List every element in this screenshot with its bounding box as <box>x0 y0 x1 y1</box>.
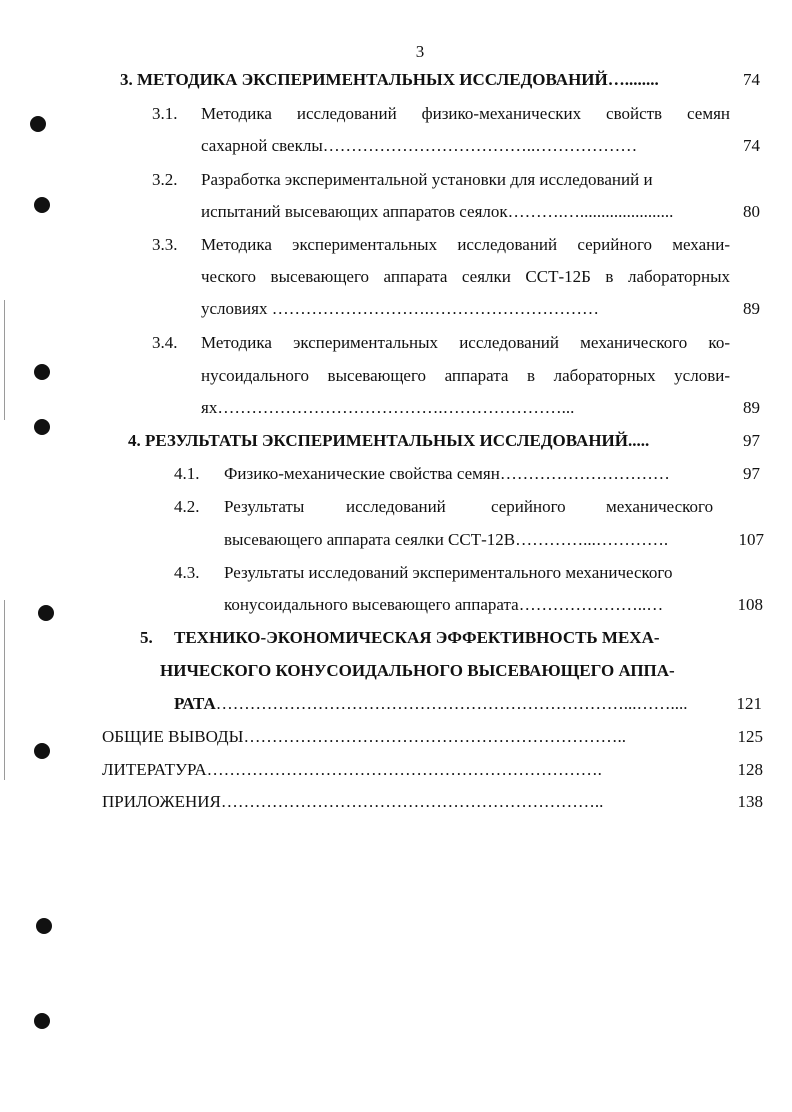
toc-item-number: 4.2. <box>174 497 200 516</box>
toc-item-number: 4.1. <box>174 464 200 483</box>
toc-item-number: 3.4. <box>152 333 178 352</box>
toc-literature: ЛИТЕРАТУРА……………………………………………………………. <box>102 760 602 779</box>
toc-chapter-3-title: 3. МЕТОДИКА ЭКСПЕРИМЕНТАЛЬНЫХ ИССЛЕДОВАНИЙ…........ <box>120 70 659 89</box>
toc-chapter-5-title: РАТА………………………………………………………………...…….... <box>174 694 688 713</box>
binder-hole <box>30 116 46 132</box>
toc-item-text: высевающего аппарата сеялки ССТ-12В…………...…………. <box>224 530 669 549</box>
toc-item-text: испытаний высевающих аппаратов сеялок……….…...................... <box>201 202 674 221</box>
toc-chapter-5-title: ТЕХНИКО-ЭКОНОМИЧЕСКАЯ ЭФФЕКТИВНОСТЬ МЕХА- <box>174 628 660 647</box>
binder-hole <box>34 364 50 380</box>
toc-item-text-word: серийного <box>491 497 566 516</box>
toc-page-number: 97 <box>743 431 760 450</box>
binder-hole <box>38 605 54 621</box>
toc-page-number: 97 <box>743 464 760 483</box>
toc-item-text: ях………………………………….…………………... <box>201 398 575 417</box>
toc-item-number: 3.1. <box>152 104 178 123</box>
toc-chapter-5-number: 5. <box>140 628 153 647</box>
toc-conclusions: ОБЩИЕ ВЫВОДЫ………………………………………………………….. <box>102 727 626 746</box>
toc-item-text: ческого высевающего аппарата сеялки ССТ-12Б в лабораторных <box>201 267 730 286</box>
binder-hole <box>34 743 50 759</box>
toc-item-number: 4.3. <box>174 563 200 582</box>
toc-item-text: Методика экспериментальных исследований серийного механи- <box>201 235 730 254</box>
toc-page-number: 89 <box>743 299 760 318</box>
toc-chapter-5-title: НИЧЕСКОГО КОНУСОИДАЛЬНОГО ВЫСЕВАЮЩЕГО АППА- <box>160 661 675 680</box>
binder-hole <box>36 918 52 934</box>
toc-page-number: 80 <box>743 202 760 221</box>
binder-hole <box>34 419 50 435</box>
scan-edge <box>4 300 5 420</box>
binder-hole <box>34 197 50 213</box>
toc-page-number: 125 <box>737 727 763 746</box>
binder-hole <box>34 1013 50 1029</box>
toc-item-text-word: механического <box>606 497 714 516</box>
toc-page-number: 89 <box>743 398 760 417</box>
toc-page-number: 108 <box>737 595 763 614</box>
toc-page-number: 107 <box>738 530 764 549</box>
scan-edge <box>4 600 5 780</box>
toc-item-text: условиях ……………………….………………………… <box>201 299 599 318</box>
toc-appendices: ПРИЛОЖЕНИЯ………………………………………………………….. <box>102 792 604 811</box>
toc-page-number: 74 <box>743 70 760 89</box>
toc-item-number: 3.3. <box>152 235 178 254</box>
toc-page-number: 74 <box>743 136 760 155</box>
toc-item-text: Результаты исследований экспериментального механического <box>224 563 673 582</box>
toc-chapter-4-title: 4. РЕЗУЛЬТАТЫ ЭКСПЕРИМЕНТАЛЬНЫХ ИССЛЕДОВАНИЙ..... <box>128 431 650 450</box>
toc-item-text: Физико-механические свойства семян………………………… <box>224 464 670 483</box>
toc-item-text: Методика экспериментальных исследований механического ко- <box>201 333 730 352</box>
toc-item-text: нусоидального высевающего аппарата в лабораторных услови- <box>201 366 730 385</box>
toc-item-text: Разработка экспериментальной установки для исследований и <box>201 170 653 189</box>
toc-item-text-word: Результаты <box>224 497 305 516</box>
page-number: 3 <box>415 42 425 61</box>
toc-item-text: Методика исследований физико-механических свойств семян <box>201 104 730 123</box>
toc-item-text: сахарной свеклы………………………………..……………… <box>201 136 638 155</box>
toc-page-number: 138 <box>737 792 763 811</box>
toc-item-text: конусоидального высевающего аппарата…………………..… <box>224 595 664 614</box>
toc-item-number: 3.2. <box>152 170 178 189</box>
toc-page-number: 128 <box>737 760 763 779</box>
toc-page-number: 121 <box>736 694 762 713</box>
toc-item-text-word: исследований <box>346 497 446 516</box>
